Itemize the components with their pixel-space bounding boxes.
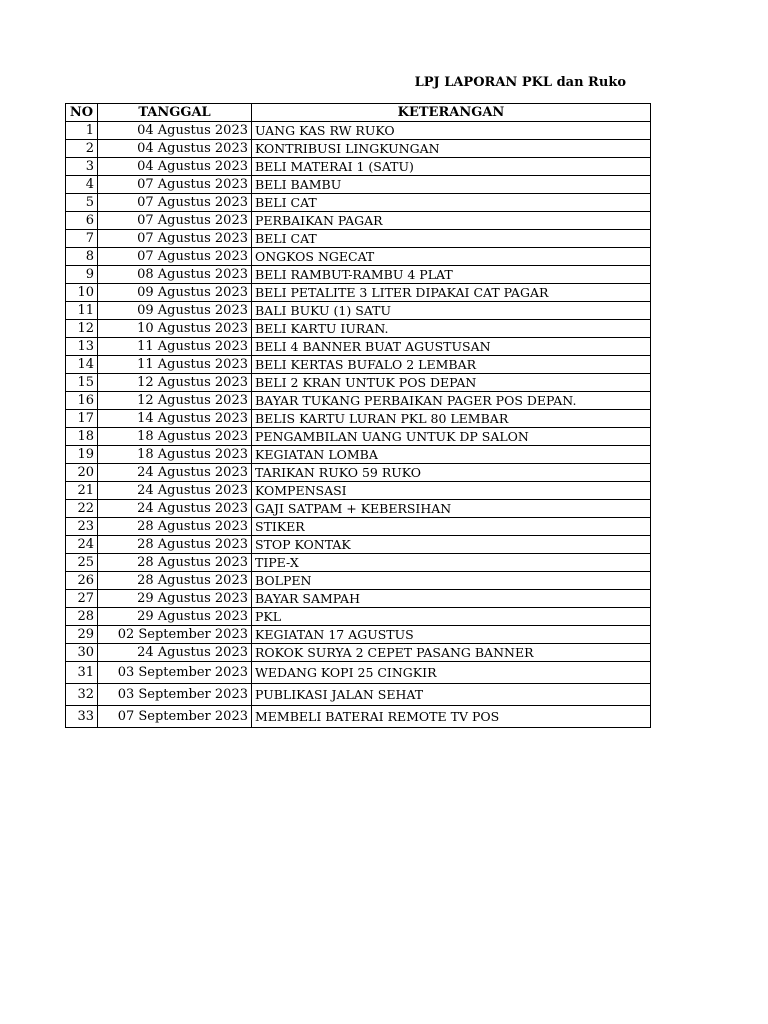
row-date-cell: 07 Agustus 2023	[98, 212, 252, 230]
row-description-cell: UANG KAS RW RUKO	[252, 122, 651, 140]
header-no: NO	[66, 104, 98, 122]
row-number-cell: 10	[66, 284, 98, 302]
row-date-cell: 07 September 2023	[98, 706, 252, 728]
table-row	[66, 248, 651, 266]
row-number-cell: 5	[66, 194, 98, 212]
table-row	[66, 212, 651, 230]
row-date-cell: 04 Agustus 2023	[98, 122, 252, 140]
table-row	[66, 176, 651, 194]
row-number-cell: 14	[66, 356, 98, 374]
table-row	[66, 320, 651, 338]
table-row	[66, 500, 651, 518]
table-row	[66, 338, 651, 356]
row-date-cell: 14 Agustus 2023	[98, 410, 252, 428]
row-number-cell: 6	[66, 212, 98, 230]
row-number-cell: 9	[66, 266, 98, 284]
row-number-cell: 7	[66, 230, 98, 248]
row-description-cell: BAYAR SAMPAH	[252, 590, 651, 608]
row-date-cell: 07 Agustus 2023	[98, 194, 252, 212]
row-description-cell: BELI 2 KRAN UNTUK POS DEPAN	[252, 374, 651, 392]
row-description-cell: BELI KERTAS BUFALO 2 LEMBAR	[252, 356, 651, 374]
row-date-cell: 11 Agustus 2023	[98, 338, 252, 356]
row-date-cell: 08 Agustus 2023	[98, 266, 252, 284]
row-date-cell: 29 Agustus 2023	[98, 608, 252, 626]
ledger-body	[66, 122, 651, 728]
row-date-cell: 28 Agustus 2023	[98, 536, 252, 554]
row-description-cell: ROKOK SURYA 2 CEPET PASANG BANNER	[252, 644, 651, 662]
row-description-cell: STOP KONTAK	[252, 536, 651, 554]
row-description-cell: ONGKOS NGECAT	[252, 248, 651, 266]
table-row	[66, 284, 651, 302]
row-date-cell: 07 Agustus 2023	[98, 248, 252, 266]
row-number-cell: 29	[66, 626, 98, 644]
row-date-cell: 24 Agustus 2023	[98, 644, 252, 662]
row-number-cell: 24	[66, 536, 98, 554]
row-number-cell: 32	[66, 684, 98, 706]
row-number-cell: 19	[66, 446, 98, 464]
table-row	[66, 554, 651, 572]
row-number-cell: 27	[66, 590, 98, 608]
row-date-cell: 03 September 2023	[98, 662, 252, 684]
row-description-cell: PKL	[252, 608, 651, 626]
row-number-cell: 3	[66, 158, 98, 176]
ledger-table	[65, 103, 651, 728]
row-number-cell: 28	[66, 608, 98, 626]
row-date-cell: 24 Agustus 2023	[98, 500, 252, 518]
row-number-cell: 26	[66, 572, 98, 590]
row-description-cell: BELIS KARTU LURAN PKL 80 LEMBAR	[252, 410, 651, 428]
row-number-cell: 1	[66, 122, 98, 140]
table-row	[66, 626, 651, 644]
table-row	[66, 572, 651, 590]
row-number-cell: 22	[66, 500, 98, 518]
row-description-cell: BELI MATERAI 1 (SATU)	[252, 158, 651, 176]
row-number-cell: 25	[66, 554, 98, 572]
row-date-cell: 18 Agustus 2023	[98, 428, 252, 446]
row-number-cell: 17	[66, 410, 98, 428]
table-row	[66, 662, 651, 684]
row-description-cell: STIKER	[252, 518, 651, 536]
table-row	[66, 194, 651, 212]
table-row	[66, 608, 651, 626]
row-number-cell: 30	[66, 644, 98, 662]
row-number-cell: 20	[66, 464, 98, 482]
row-date-cell: 24 Agustus 2023	[98, 482, 252, 500]
row-description-cell: BALI BUKU (1) SATU	[252, 302, 651, 320]
table-row	[66, 590, 651, 608]
table-row	[66, 428, 651, 446]
page-title: LPJ LAPORAN PKL dan Ruko	[414, 75, 626, 90]
row-description-cell: KONTRIBUSI LINGKUNGAN	[252, 140, 651, 158]
row-date-cell: 04 Agustus 2023	[98, 140, 252, 158]
table-row	[66, 706, 651, 728]
row-description-cell: BELI CAT	[252, 230, 651, 248]
row-description-cell: BAYAR TUKANG PERBAIKAN PAGER POS DEPAN.	[252, 392, 651, 410]
row-date-cell: 04 Agustus 2023	[98, 158, 252, 176]
row-number-cell: 33	[66, 706, 98, 728]
row-description-cell: GAJI SATPAM + KEBERSIHAN	[252, 500, 651, 518]
row-number-cell: 15	[66, 374, 98, 392]
header-row	[66, 104, 651, 122]
row-date-cell: 03 September 2023	[98, 684, 252, 706]
row-description-cell: BELI 4 BANNER BUAT AGUSTUSAN	[252, 338, 651, 356]
row-number-cell: 31	[66, 662, 98, 684]
row-description-cell: TARIKAN RUKO 59 RUKO	[252, 464, 651, 482]
header-date: TANGGAL	[98, 104, 252, 122]
table-row	[66, 230, 651, 248]
row-description-cell: WEDANG KOPI 25 CINGKIR	[252, 662, 651, 684]
row-number-cell: 18	[66, 428, 98, 446]
table-row	[66, 266, 651, 284]
table-row	[66, 302, 651, 320]
row-date-cell: 09 Agustus 2023	[98, 284, 252, 302]
row-description-cell: PUBLIKASI JALAN SEHAT	[252, 684, 651, 706]
row-description-cell: BOLPEN	[252, 572, 651, 590]
row-description-cell: PERBAIKAN PAGAR	[252, 212, 651, 230]
row-number-cell: 16	[66, 392, 98, 410]
row-description-cell: MEMBELI BATERAI REMOTE TV POS	[252, 706, 651, 728]
row-number-cell: 8	[66, 248, 98, 266]
row-number-cell: 11	[66, 302, 98, 320]
row-date-cell: 02 September 2023	[98, 626, 252, 644]
row-date-cell: 28 Agustus 2023	[98, 554, 252, 572]
row-number-cell: 13	[66, 338, 98, 356]
row-description-cell: KOMPENSASI	[252, 482, 651, 500]
table-row	[66, 410, 651, 428]
header-description: KETERANGAN	[252, 104, 651, 122]
table-row	[66, 464, 651, 482]
row-number-cell: 12	[66, 320, 98, 338]
row-description-cell: KEGIATAN LOMBA	[252, 446, 651, 464]
row-description-cell: BELI RAMBUT-RAMBU 4 PLAT	[252, 266, 651, 284]
row-description-cell: BELI KARTU IURAN.	[252, 320, 651, 338]
row-date-cell: 28 Agustus 2023	[98, 572, 252, 590]
row-date-cell: 28 Agustus 2023	[98, 518, 252, 536]
row-description-cell: TIPE-X	[252, 554, 651, 572]
table-row	[66, 518, 651, 536]
row-date-cell: 10 Agustus 2023	[98, 320, 252, 338]
row-date-cell: 07 Agustus 2023	[98, 230, 252, 248]
row-description-cell: PENGAMBILAN UANG UNTUK DP SALON	[252, 428, 651, 446]
row-date-cell: 11 Agustus 2023	[98, 356, 252, 374]
row-description-cell: BELI CAT	[252, 194, 651, 212]
row-date-cell: 24 Agustus 2023	[98, 464, 252, 482]
row-number-cell: 23	[66, 518, 98, 536]
table-row	[66, 684, 651, 706]
table-row	[66, 158, 651, 176]
row-date-cell: 18 Agustus 2023	[98, 446, 252, 464]
row-date-cell: 07 Agustus 2023	[98, 176, 252, 194]
table-row	[66, 356, 651, 374]
row-number-cell: 2	[66, 140, 98, 158]
row-description-cell: KEGIATAN 17 AGUSTUS	[252, 626, 651, 644]
table-row	[66, 536, 651, 554]
row-number-cell: 21	[66, 482, 98, 500]
table-row	[66, 140, 651, 158]
row-date-cell: 29 Agustus 2023	[98, 590, 252, 608]
row-date-cell: 12 Agustus 2023	[98, 374, 252, 392]
table-row	[66, 644, 651, 662]
table-row	[66, 374, 651, 392]
row-description-cell: BELI BAMBU	[252, 176, 651, 194]
table-row	[66, 392, 651, 410]
table-row	[66, 482, 651, 500]
row-description-cell: BELI PETALITE 3 LITER DIPAKAI CAT PAGAR	[252, 284, 651, 302]
table-row	[66, 446, 651, 464]
row-date-cell: 09 Agustus 2023	[98, 302, 252, 320]
row-date-cell: 12 Agustus 2023	[98, 392, 252, 410]
row-number-cell: 4	[66, 176, 98, 194]
table-row	[66, 122, 651, 140]
